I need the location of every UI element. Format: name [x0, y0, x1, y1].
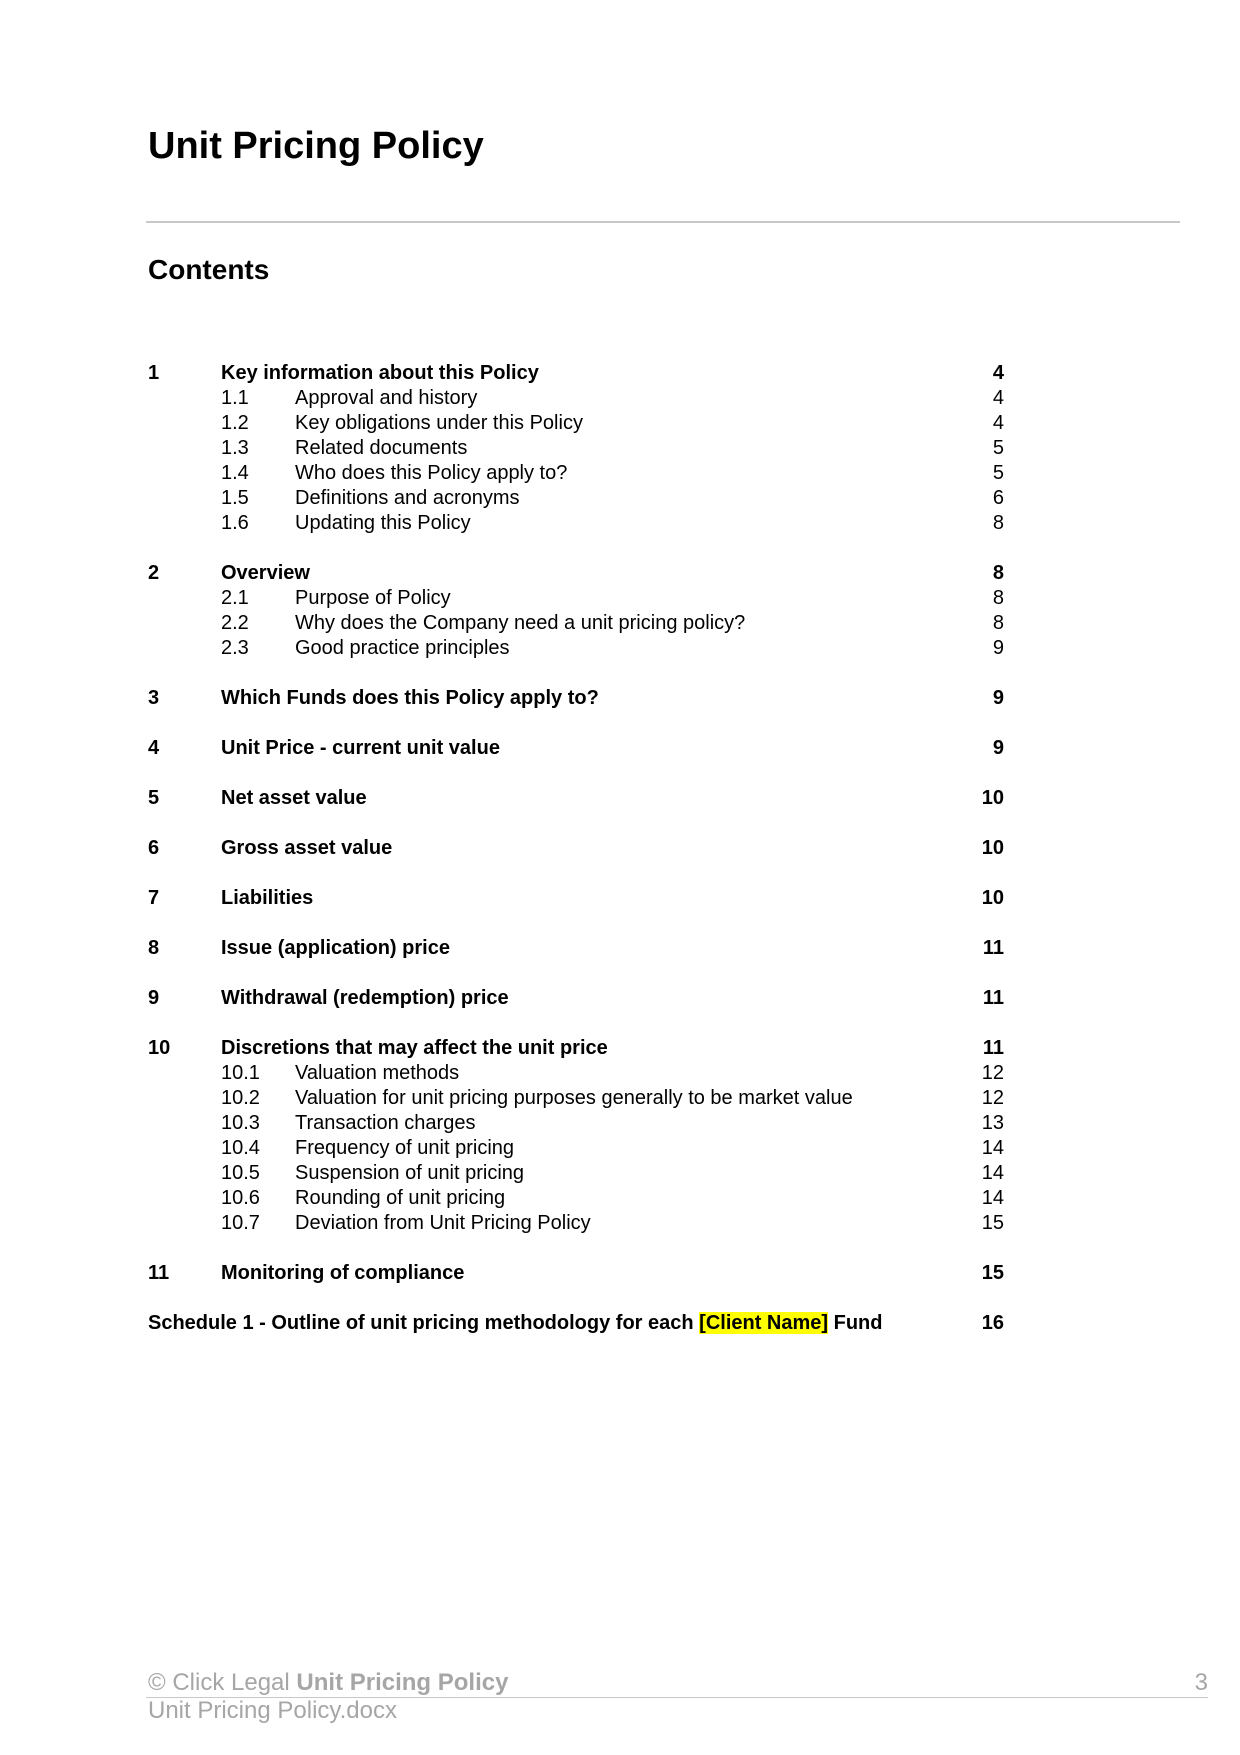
toc-subsection-title: Good practice principles: [295, 637, 510, 659]
toc-page-number: 5: [992, 437, 1004, 459]
toc-schedule-suffix: Fund: [828, 1312, 883, 1334]
toc-subsection-number: 2.3: [221, 637, 249, 659]
toc-section-title: Which Funds does this Policy apply to?: [221, 687, 599, 709]
toc-subsection-number: 1.1: [221, 387, 249, 409]
toc-section-title: Liabilities: [221, 887, 314, 909]
toc-entry-section[interactable]: [148, 1036, 1004, 1061]
toc-subsection-title: Approval and history: [295, 387, 478, 409]
toc-entry-subsection[interactable]: [148, 436, 1004, 461]
toc-subsection-title: Updating this Policy: [295, 512, 471, 534]
toc-subsection-number: 2.2: [221, 612, 249, 634]
toc-page-number: 11: [982, 1037, 1004, 1059]
footer-policy-name: Unit Pricing Policy: [296, 1669, 509, 1696]
toc-page-number: 14: [981, 1187, 1004, 1209]
title-divider: [146, 221, 1180, 223]
toc-page-number: 14: [981, 1137, 1004, 1159]
toc-entry-subsection[interactable]: [148, 1061, 1004, 1086]
toc-subsection-title: Why does the Company need a unit pricing policy?: [295, 612, 746, 634]
toc-page-number: 8: [992, 587, 1004, 609]
toc-entry-subsection[interactable]: [148, 1136, 1004, 1161]
toc-entry-subsection[interactable]: [148, 636, 1004, 661]
toc-page-number: 5: [992, 462, 1004, 484]
toc-entry-subsection[interactable]: [148, 511, 1004, 536]
toc-page-number: 11: [982, 937, 1004, 959]
toc-entry-section[interactable]: [148, 836, 1004, 861]
toc-section-number: 2: [148, 562, 160, 584]
toc-entry-subsection[interactable]: [148, 1211, 1004, 1236]
toc-section-number: 3: [148, 687, 160, 709]
toc-entry-subsection[interactable]: [148, 1111, 1004, 1136]
footer-copyright-line: [148, 1668, 508, 1698]
page-title: Unit Pricing Policy: [148, 125, 484, 167]
toc-section-title: Net asset value: [221, 787, 367, 809]
toc-page-number: 12: [981, 1087, 1004, 1109]
toc-page-number: 12: [981, 1062, 1004, 1084]
toc-section-number: 4: [148, 737, 160, 759]
toc-section-number: 7: [148, 887, 160, 909]
toc-subsection-title: Deviation from Unit Pricing Policy: [295, 1212, 591, 1234]
toc-subsection-title: Related documents: [295, 437, 468, 459]
toc-subsection-title: Definitions and acronyms: [295, 487, 520, 509]
toc-entry-section[interactable]: [148, 561, 1004, 586]
toc-page-number: 9: [992, 737, 1004, 759]
toc-subsection-title: Valuation for unit pricing purposes generally to be market value: [295, 1087, 853, 1109]
toc-section-title: Key information about this Policy: [221, 362, 539, 384]
toc-schedule-prefix: Schedule 1 - Outline of unit pricing methodology for each: [148, 1312, 700, 1334]
toc-page-number: 10: [981, 787, 1004, 809]
toc-subsection-title: Rounding of unit pricing: [295, 1187, 506, 1209]
toc-entry-subsection[interactable]: [148, 461, 1004, 486]
toc-subsection-number: 10.5: [221, 1162, 260, 1184]
toc-section-number: 10: [148, 1037, 171, 1059]
toc-subsection-number: 10.1: [221, 1062, 260, 1084]
toc-page-number: 9: [992, 637, 1004, 659]
toc-page-number: 14: [981, 1162, 1004, 1184]
toc-entry-subsection[interactable]: [148, 386, 1004, 411]
toc-page-number: 8: [992, 512, 1004, 534]
toc-section-title: Monitoring of compliance: [221, 1262, 465, 1284]
toc-page-number: 4: [992, 362, 1004, 384]
toc-subsection-title: Valuation methods: [295, 1062, 460, 1084]
toc-page-number: 15: [981, 1262, 1004, 1284]
toc-subsection-number: 1.5: [221, 487, 249, 509]
toc-entry-subsection[interactable]: [148, 1086, 1004, 1111]
footer-filename: Unit Pricing Policy.docx: [148, 1697, 397, 1724]
toc-entry-section[interactable]: [148, 936, 1004, 961]
toc-page-number: 4: [992, 387, 1004, 409]
toc-section-number: 5: [148, 787, 160, 809]
toc-page-number: 16: [981, 1312, 1004, 1334]
toc-page-number: 11: [982, 987, 1004, 1009]
toc-page-number: 4: [992, 412, 1004, 434]
toc-subsection-title: Purpose of Policy: [295, 587, 451, 609]
toc-entry-section[interactable]: [148, 886, 1004, 911]
toc-entry-subsection[interactable]: [148, 586, 1004, 611]
toc-entry-subsection[interactable]: [148, 486, 1004, 511]
toc-entry-schedule[interactable]: [148, 1311, 1004, 1336]
toc-section-title: Issue (application) price: [221, 937, 450, 959]
toc-subsection-number: 10.4: [221, 1137, 260, 1159]
toc-page-number: 15: [981, 1212, 1004, 1234]
toc-subsection-number: 1.4: [221, 462, 249, 484]
toc-subsection-number: 10.6: [221, 1187, 260, 1209]
toc-subsection-title: Who does this Policy apply to?: [295, 462, 568, 484]
toc-subsection-number: 1.3: [221, 437, 249, 459]
toc-page-number: 6: [992, 487, 1004, 509]
contents-heading: Contents: [148, 254, 270, 285]
toc-entry-section[interactable]: [148, 361, 1004, 386]
toc-subsection-title: Key obligations under this Policy: [295, 412, 583, 434]
toc-subsection-number: 10.7: [221, 1212, 260, 1234]
toc-section-number: 8: [148, 937, 160, 959]
toc-section-number: 1: [148, 362, 160, 384]
toc-section-title: Overview: [221, 562, 310, 584]
toc-entry-section[interactable]: [148, 736, 1004, 761]
toc-entry-section[interactable]: [148, 686, 1004, 711]
toc-entry-subsection[interactable]: [148, 1186, 1004, 1211]
toc-subsection-number: 10.3: [221, 1112, 260, 1134]
toc-subsection-number: 2.1: [221, 587, 249, 609]
toc-page-number: 8: [992, 612, 1004, 634]
footer-page-number: 3: [1194, 1669, 1208, 1696]
toc-section-number: 9: [148, 987, 160, 1009]
toc-page-number: 10: [981, 887, 1004, 909]
table-of-contents: [148, 361, 1004, 1336]
toc-entry-subsection[interactable]: [148, 611, 1004, 636]
toc-entry-subsection[interactable]: [148, 411, 1004, 436]
toc-section-number: 11: [148, 1262, 170, 1284]
toc-section-title: Gross asset value: [221, 837, 393, 859]
toc-entry-section[interactable]: [148, 986, 1004, 1011]
toc-section-title: Discretions that may affect the unit price: [221, 1037, 608, 1059]
toc-page-number: 9: [992, 687, 1004, 709]
toc-subsection-number: 10.2: [221, 1087, 260, 1109]
toc-subsection-number: 1.6: [221, 512, 249, 534]
toc-section-title: Unit Price - current unit value: [221, 737, 500, 759]
toc-subsection-number: 1.2: [221, 412, 249, 434]
toc-entry-section[interactable]: [148, 786, 1004, 811]
footer-copyright: © Click Legal: [148, 1669, 290, 1696]
toc-schedule-title: [148, 1311, 883, 1336]
toc-section-title: Withdrawal (redemption) price: [221, 987, 509, 1009]
toc-page-number: 8: [992, 562, 1004, 584]
toc-subsection-title: Transaction charges: [295, 1112, 476, 1134]
toc-entry-section[interactable]: [148, 1261, 1004, 1286]
toc-subsection-title: Frequency of unit pricing: [295, 1137, 515, 1159]
toc-subsection-title: Suspension of unit pricing: [295, 1162, 525, 1184]
toc-section-number: 6: [148, 837, 160, 859]
client-name-placeholder: [Client Name]: [699, 1312, 829, 1334]
toc-page-number: 10: [981, 837, 1004, 859]
toc-entry-subsection[interactable]: [148, 1161, 1004, 1186]
toc-page-number: 13: [981, 1112, 1004, 1134]
